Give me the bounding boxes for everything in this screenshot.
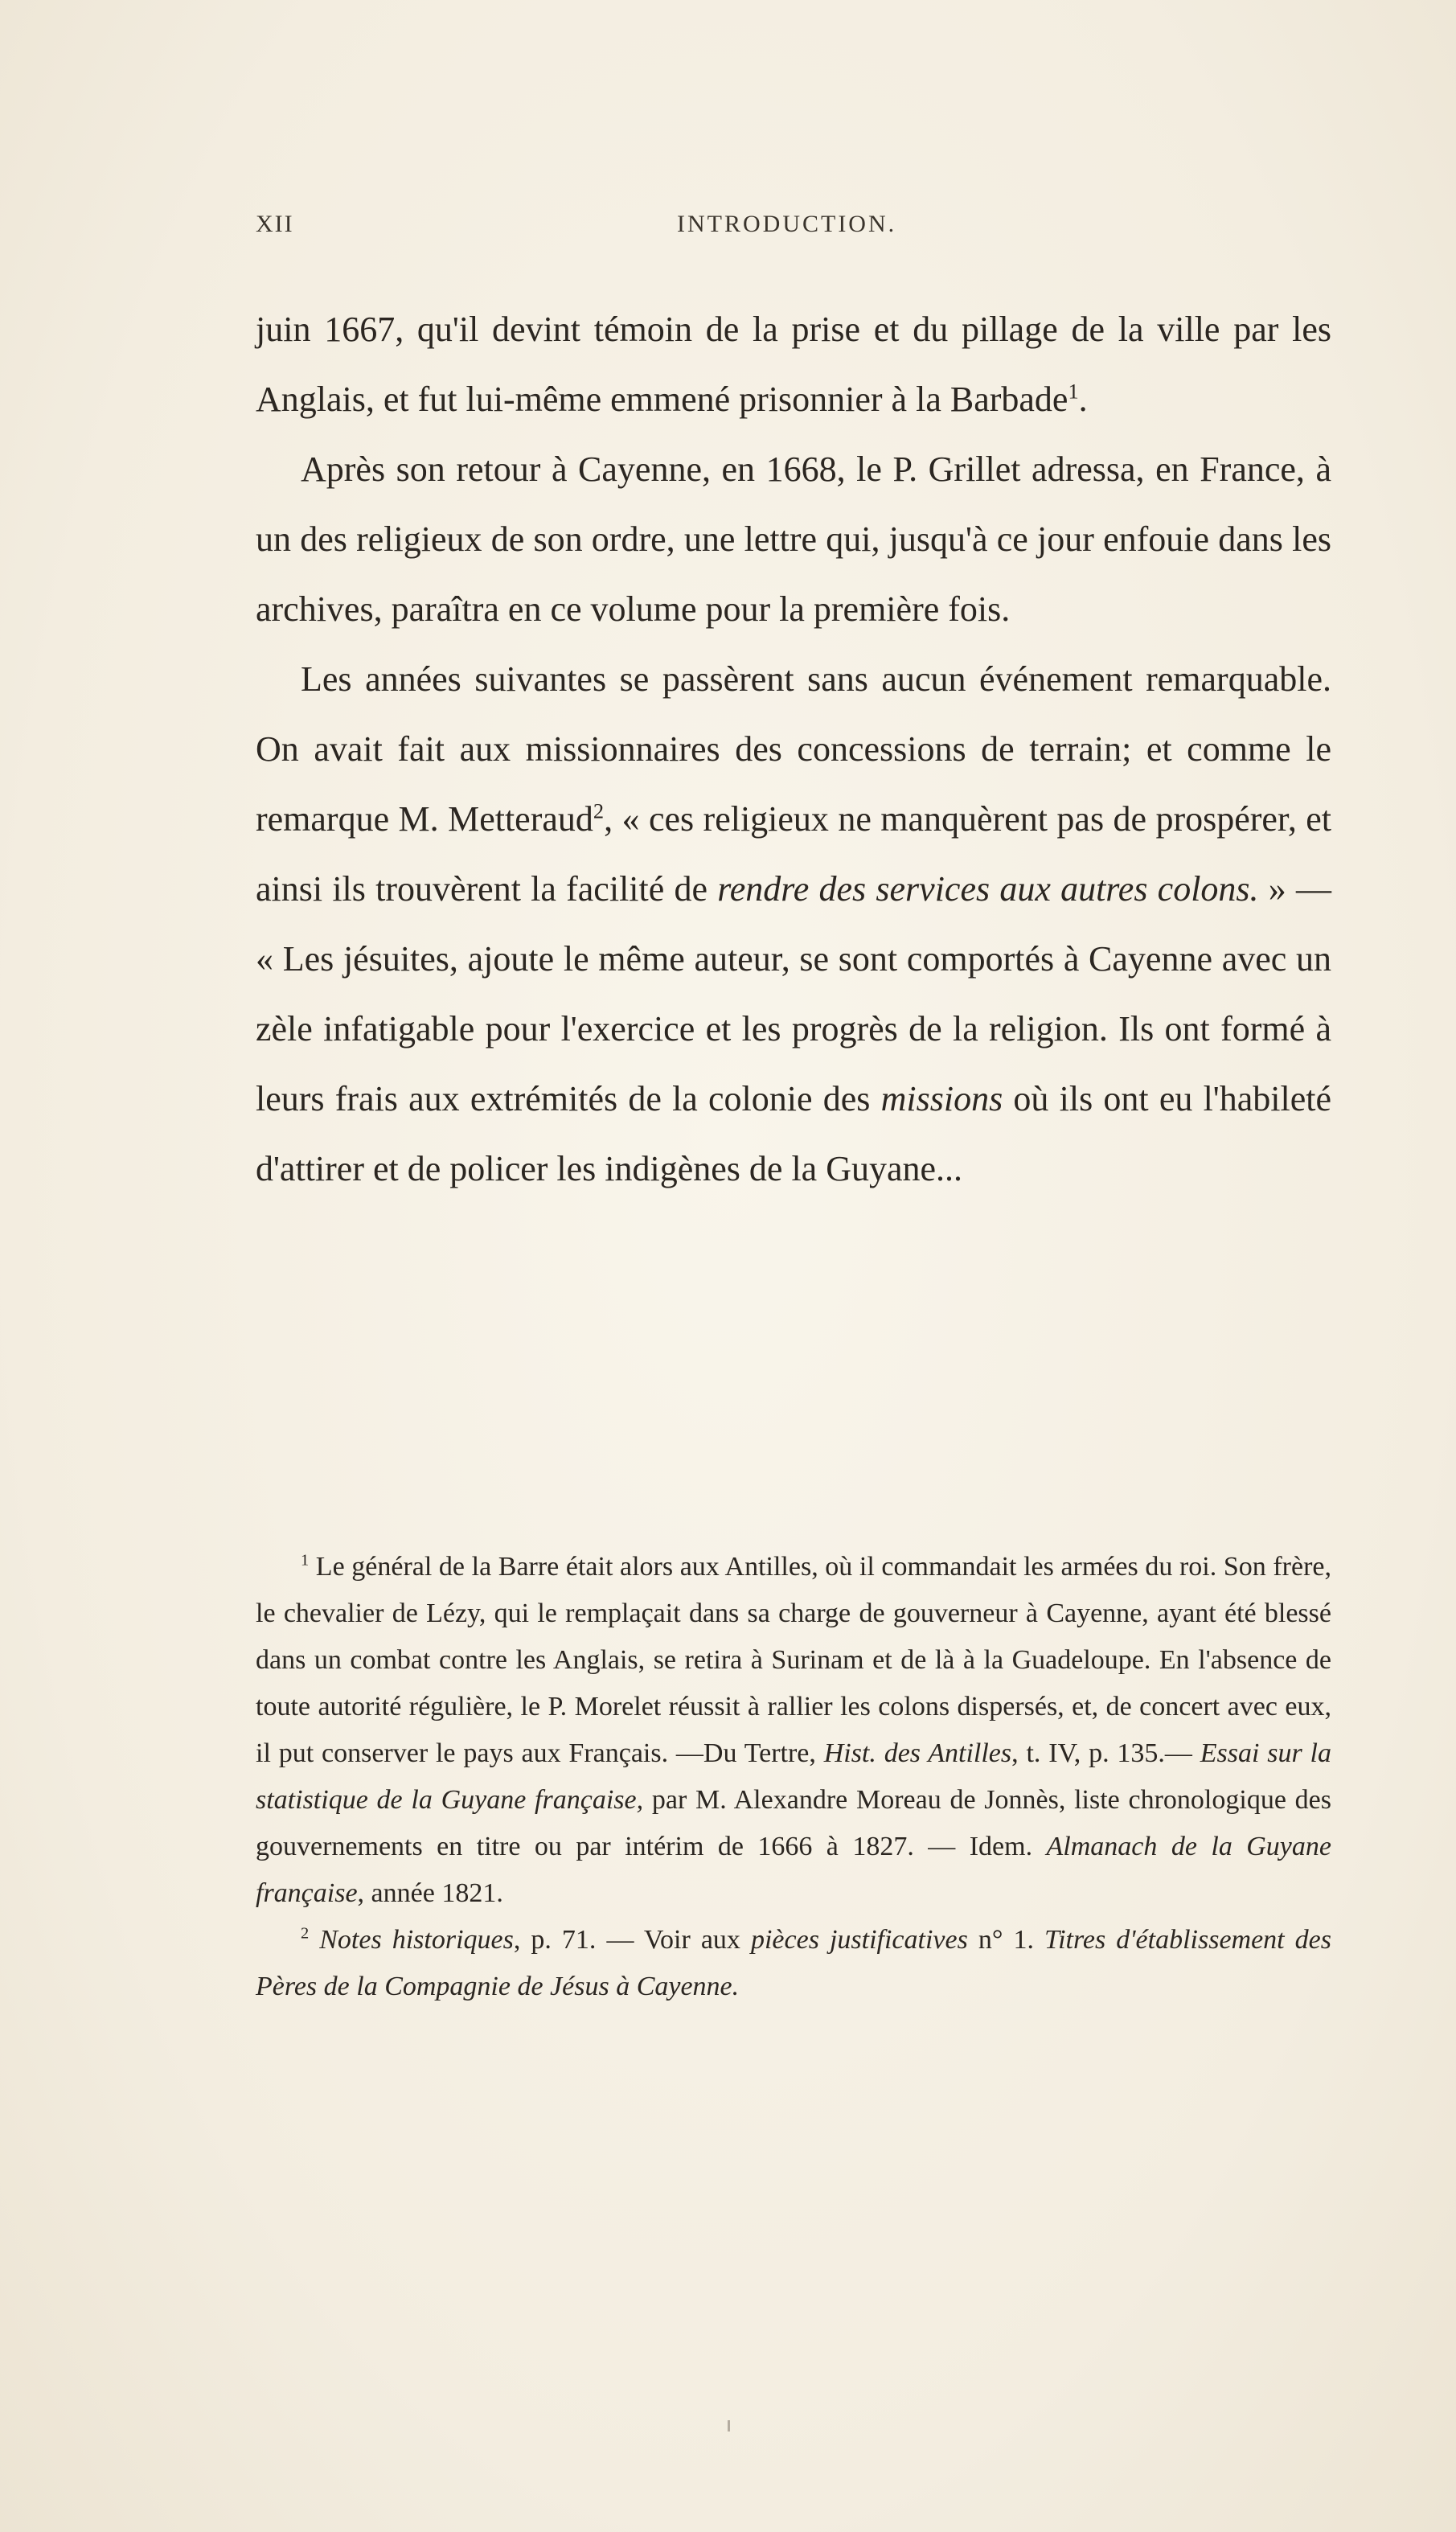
footnote-1-italic-2: Essai sur la statistique de la Guyane française, [256, 1738, 1331, 1815]
footnote-2-text-a: , p. 71. — Voir aux [513, 1925, 751, 1955]
footnote-ref-2: 2 [593, 798, 605, 823]
paragraph-3-italic-2: missions [880, 1079, 1003, 1118]
paragraph-1-text: juin 1667, qu'il devint témoin de la prise et du pillage de la ville par les Anglais, et fut lui-même emmené prisonnier à la Barbade [256, 310, 1331, 419]
paragraph-3-italic: rendre des services aux autres colons. [717, 869, 1259, 909]
footnote-2-text-b: n° 1. [967, 1925, 1045, 1955]
footnote-ref-1: 1 [1068, 379, 1079, 404]
paragraph-3-text-a: Les années suivantes se passèrent sans aucun événement remarquable. On avait fait aux missionnaires des concessions de terrain; et comme le remarque M. Metteraud [256, 659, 1331, 839]
footnote-2-italic-1: Notes historiques [309, 1925, 514, 1955]
footnotes [256, 1544, 1331, 2010]
footnote-1-mark: 1 [301, 1551, 310, 1570]
footnote-2-italic-3: Titres d'établissement des Pères de la Compagnie de Jésus à Cayenne. [256, 1925, 1331, 2001]
paragraph-1 [256, 294, 1331, 434]
footnote-1-text-d: , année 1821. [357, 1878, 503, 1908]
running-head [256, 211, 1333, 243]
footnote-2-mark: 2 [301, 1924, 310, 1943]
paper-speck [728, 2420, 730, 2431]
paragraph-3 [256, 644, 1331, 1204]
main-text [256, 294, 1331, 1204]
page-number: XII [256, 211, 294, 237]
paragraph-1-end: . [1078, 380, 1088, 419]
paragraph-3-text-b: , « ces religieux ne manquèrent pas de prospérer, et ainsi ils trouvèrent la facilité de [256, 799, 1331, 909]
paragraph-3-text-c: » — « Les jésuites, ajoute le même auteur, se sont comportés à Cayenne avec un zèle infatigable pour l'exercice et les progrès de la religion. Ils ont formé à leurs frais aux extrémités de la colonie des [256, 869, 1331, 1118]
paragraph-3-text-d: où ils ont eu l'habileté d'attirer et de policer les indigènes de la Guyane... [256, 1079, 1331, 1188]
paragraph-2: Après son retour à Cayenne, en 1668, le P. Grillet adressa, en France, à un des religieux de son ordre, une lettre qui, jusqu'à ce jour enfouie dans les archives, paraîtra en ce volume pour la première fois. [256, 449, 1331, 629]
footnote-1-italic-3: Almanach de la Guyane française [256, 1832, 1331, 1908]
footnote-2 [256, 1917, 1331, 2010]
footnote-2-italic-2: pièces justificatives [750, 1925, 968, 1955]
footnote-1 [256, 1544, 1331, 1917]
footnote-1-text-b: , t. IV, p. 135.— [1011, 1738, 1200, 1768]
footnote-1-italic-1: Hist. des Antilles [823, 1738, 1012, 1768]
running-title: INTRODUCTION. [677, 211, 897, 237]
footnote-1-text-a: Le général de la Barre était alors aux Antilles, où il commandait les armées du roi. Son frère, le chevalier de Lézy, qui le remplaçait dans sa charge de gouverneur à Cayenne, ayant été blessé dans un combat contre les Anglais, se retira à Surinam et de là à la Guadeloupe. En l'absence de toute autorité régulière, le P. Morelet réussit à rallier les colons dispersés, et, de concert avec eux, il put conserver le pays aux Français. —Du Tertre, [256, 1552, 1331, 1768]
footnote-1-text-c: par M. Alexandre Moreau de Jonnès, liste chronologique des gouvernements en titre ou par intérim de 1666 à 1827. — Idem. [256, 1785, 1331, 1861]
